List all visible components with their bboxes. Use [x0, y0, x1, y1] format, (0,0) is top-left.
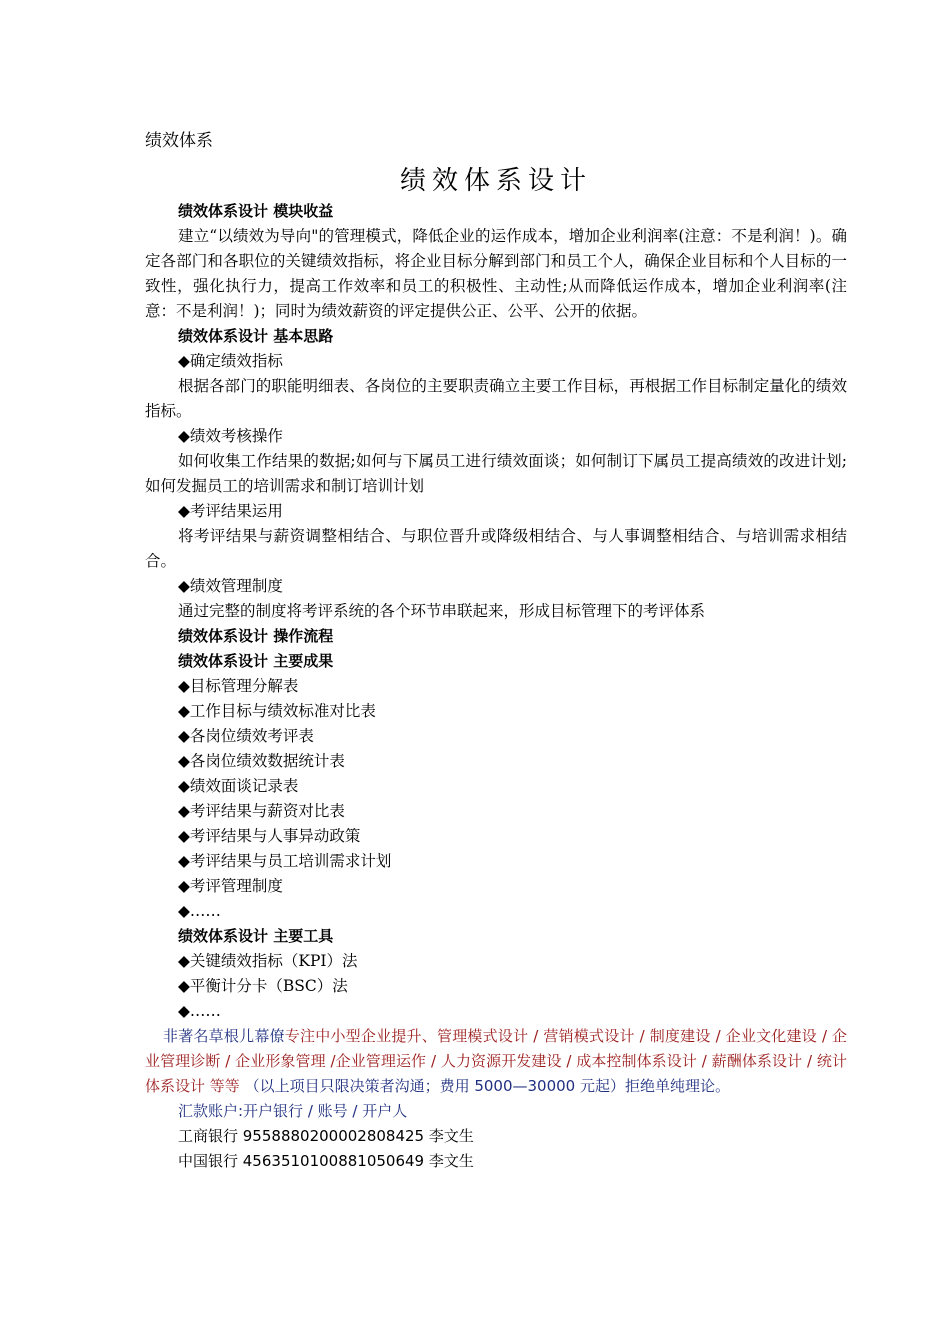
- tools-list-item: ◆关键绩效指标（KPI）法: [178, 952, 358, 970]
- bank-account-line: 中国银行 456351010088105064​9 李文生: [178, 1152, 474, 1170]
- approach-item-title: ◆绩效考核操作: [178, 427, 283, 445]
- results-list-item: ◆考评结果与员工培训需求计划: [178, 852, 392, 870]
- header-label: 绩效体系: [145, 131, 213, 151]
- approach-item-text: 根据各部门的职能明细表、各岗位的主要职责确立主要工作目标，再根据工作目标制定量化的绩效指标。: [145, 377, 847, 420]
- results-list-item: ◆考评管理制度: [178, 877, 283, 895]
- approach-item-text: 通过完整的制度将考评系统的各个环节串联起来，形成目标管理下的考评体系: [178, 602, 706, 620]
- results-list-item: ◆绩效面谈记录表: [178, 777, 299, 795]
- results-list-item: ◆目标管理分解表: [178, 677, 299, 695]
- document-body: [145, 199, 847, 1174]
- document-title: 绩效体系设计: [399, 166, 592, 196]
- process-heading: 绩效体系设计 操作流程: [178, 627, 334, 645]
- approach-item-title: ◆确定绩效指标: [178, 352, 283, 370]
- results-list-item: ◆各岗位绩效考评表: [178, 727, 314, 745]
- consulting-ad: [145, 1024, 847, 1099]
- results-list-item: ◆……: [178, 902, 221, 920]
- benefits-heading: 绩效体系设计 模块收益: [178, 202, 334, 220]
- tools-heading: 绩效体系设计 主要工具: [178, 927, 334, 945]
- bank-account-line: 工商银行 9558880200002808425 李文生: [178, 1127, 474, 1145]
- results-heading: 绩效体系设计 主要成果: [178, 652, 334, 670]
- approach-item-text: 如何收集工作结果的数据;如何与下属员工进行绩效面谈；如何制订下属员工提高绩效的改进计划;如何发掘员工的培训需求和制订培训计划: [145, 452, 847, 495]
- approach-item-text: 将考评结果与薪资调整相结合、与职位晋升或降级相结合、与人事调整相结合、与培训需求相结合。: [145, 527, 847, 570]
- results-list-item: ◆各岗位绩效数据统计表: [178, 752, 345, 770]
- tools-list-item: ◆……: [178, 1002, 221, 1020]
- results-list-item: ◆考评结果与人事异动政策: [178, 827, 361, 845]
- ad-services: 专注中小型企业提升、管理模式设计 / 营销模式设计 / 制度建设 / 企业文化建设 / 企业管理诊断 / 企业形象管理 /企业管理运作 / 人力资源开发建设 / 成本控制体系设计 / 薪酬体系设计 / 统计体系设计 等等: [145, 1027, 847, 1095]
- remittance-heading: 汇款账户:开户银行 / 账号 / 开户人: [178, 1102, 408, 1120]
- approach-item-title: ◆考评结果运用: [178, 502, 283, 520]
- ad-note: （以上项目只限决策者沟通；费用 5000—30000 元起）拒绝单纯理论。: [244, 1077, 730, 1095]
- approach-item-title: ◆绩效管理制度: [178, 577, 283, 595]
- tools-list-item: ◆平衡计分卡（BSC）法: [178, 977, 348, 995]
- benefits-paragraph: 建立“以绩效为导向"的管理模式，降低企业的运作成本，增加企业利润率(注意：不是利润！)。确定各部门和各职位的关键绩效指标，将企业目标分解到部门和员工个人，确保企业目标和个人目标的一致性，强化执行力，提高工作效率和员工的积极性、主动性;从而降低运作成本，增加企业利润率(注意：不是利润！)；同时为绩效薪资的评定提供公正、公平、公开的依据。: [145, 227, 847, 320]
- results-list-item: ◆考评结果与薪资对比表: [178, 802, 345, 820]
- approach-heading: 绩效体系设计 基本思路: [178, 327, 334, 345]
- ad-intro: 非著名草根儿幕僚: [163, 1027, 285, 1045]
- results-list-item: ◆工作目标与绩效标准对比表: [178, 702, 376, 720]
